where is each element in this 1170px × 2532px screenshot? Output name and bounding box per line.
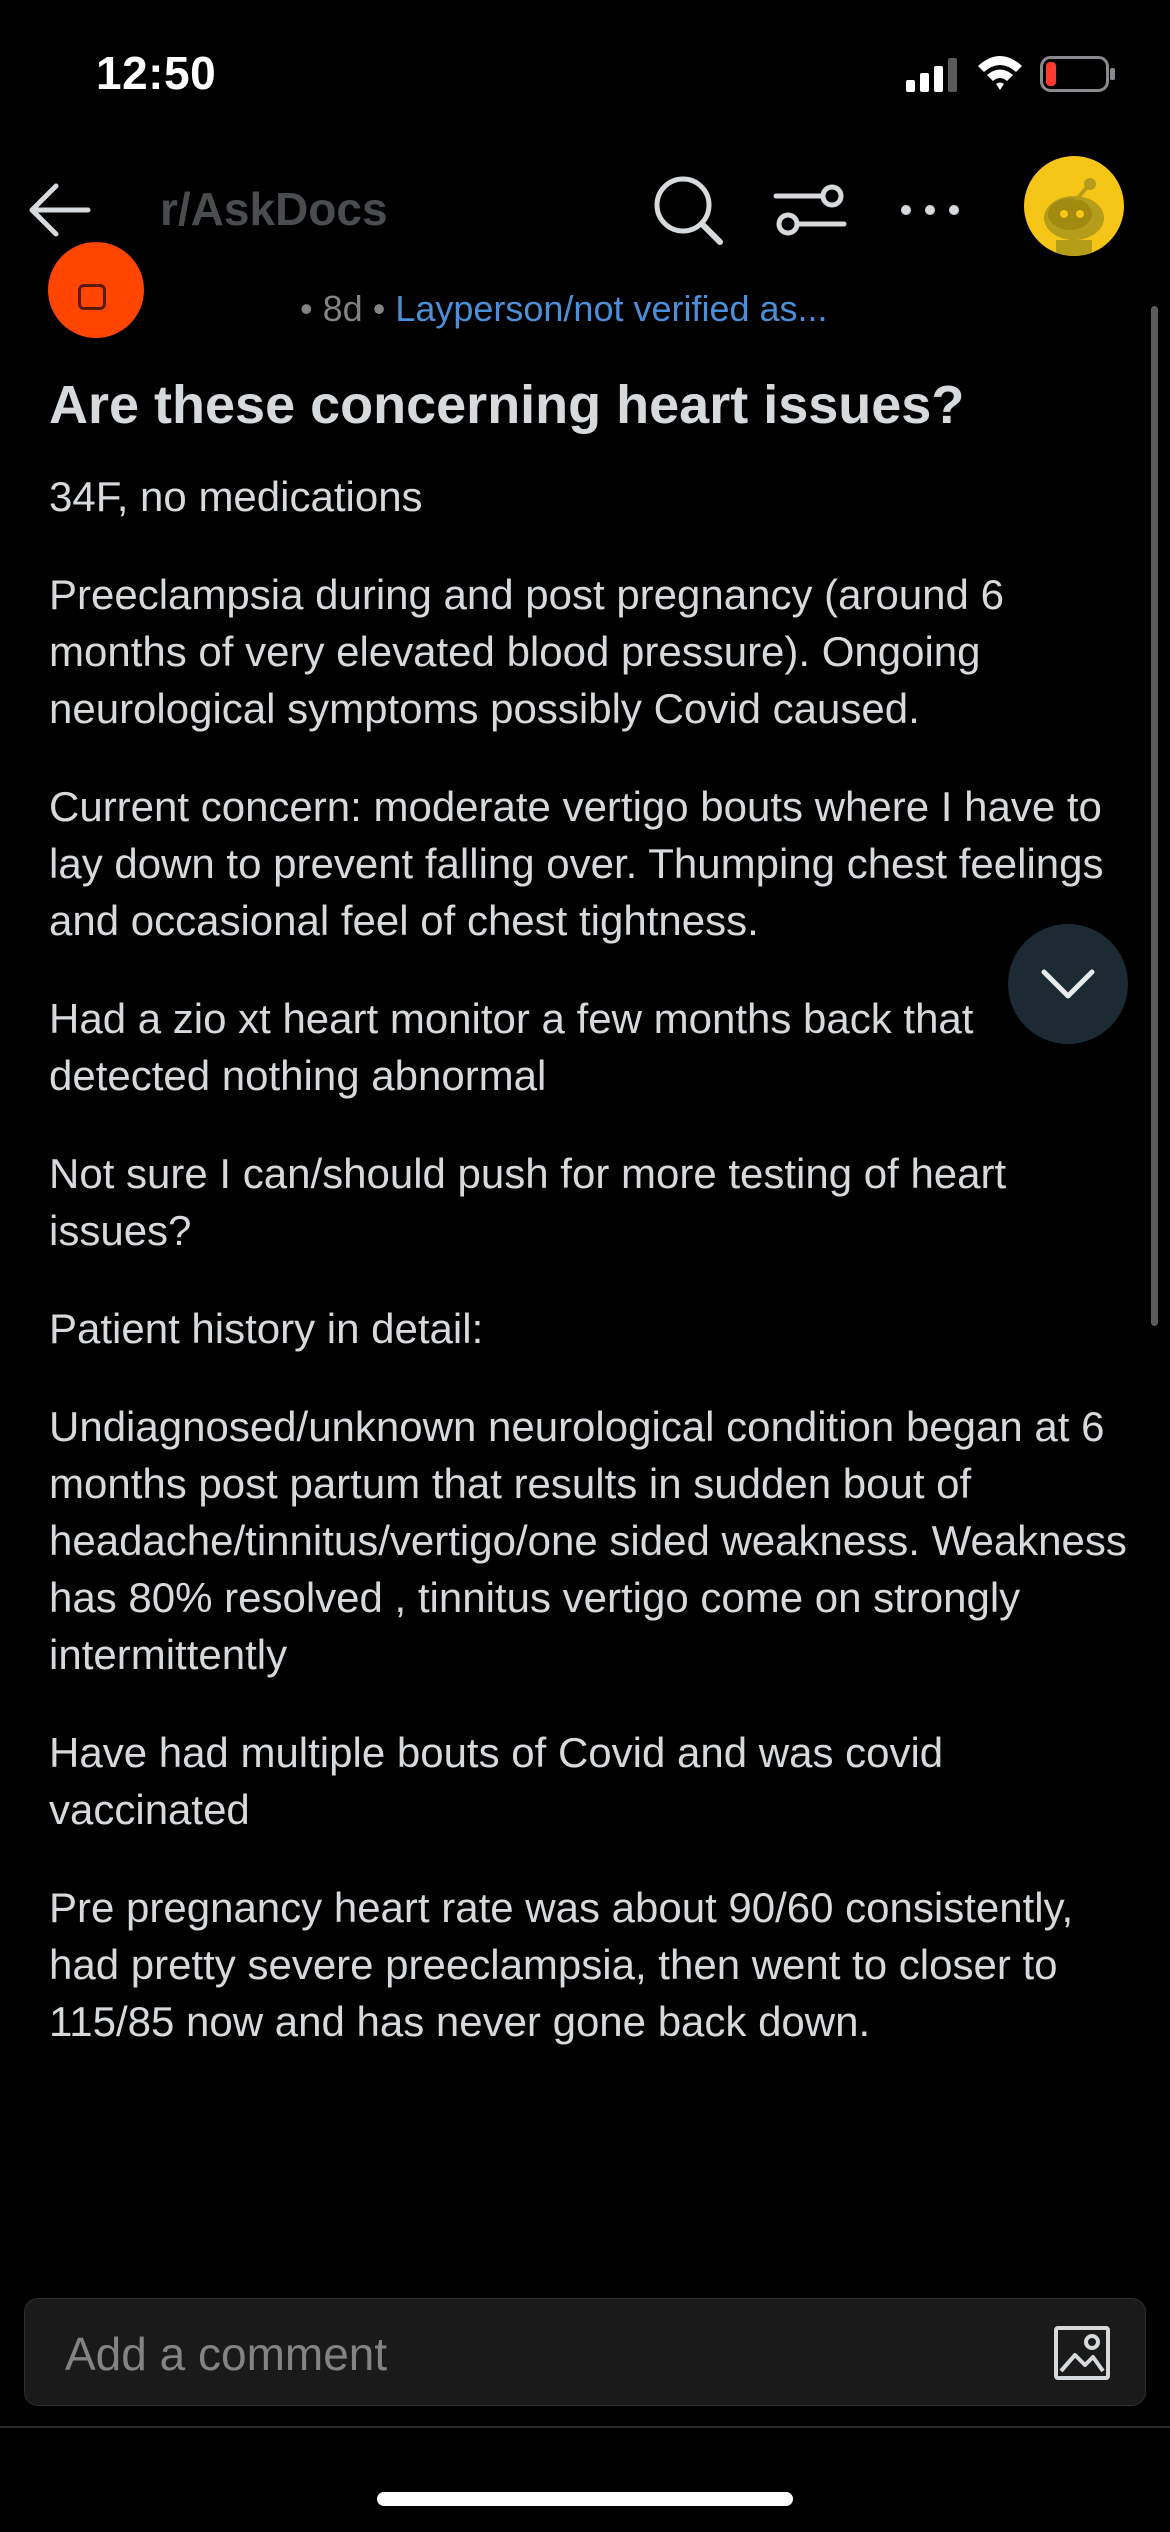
meta-separator: •: [372, 288, 386, 329]
post-paragraph: Undiagnosed/unknown neurological condition began at 6 months post partum that results in sudden bout of headache/tinnitus/vertigo/one sided weakness. Weakness has 80% resolved , tinnitus vertigo come on strongly intermittently: [49, 1403, 1127, 1678]
post-paragraph: Had a zio xt heart monitor a few months back that detected nothing abnormal: [49, 995, 974, 1099]
avatar[interactable]: [1024, 156, 1124, 256]
subreddit-icon[interactable]: [48, 242, 144, 338]
more-icon[interactable]: [890, 170, 970, 250]
post-paragraph: Current concern: moderate vertigo bouts where I have to lay down to prevent falling over. Thumping chest feelings and occasional feel of chest tightness.: [49, 783, 1104, 944]
home-indicator[interactable]: [377, 2492, 793, 2506]
post-paragraph: Pre pregnancy heart rate was about 90/60 consistently, had pretty severe preeclampsia, then went to closer to 115/85 now and has never gone back down.: [49, 1884, 1074, 2045]
post-content: [49, 372, 1129, 2091]
post-paragraph: 34F, no medications: [49, 473, 423, 520]
subreddit-icon-glyph: [78, 284, 106, 310]
post-paragraph: Preeclampsia during and post pregnancy (around 6 months of very elevated blood pressure). Ongoing neurological symptoms possibly Covid caused.: [49, 571, 1004, 732]
post-meta-line: [300, 288, 828, 330]
post-paragraph: Patient history in detail:: [49, 1305, 484, 1352]
battery-icon: [1040, 56, 1116, 92]
comment-placeholder: Add a comment: [65, 2328, 388, 2380]
post-paragraph: Have had multiple bouts of Covid and was covid vaccinated: [49, 1729, 944, 1833]
post-paragraph: Not sure I can/should push for more testing of heart issues?: [49, 1150, 1007, 1254]
post-title: Are these concerning heart issues?: [49, 375, 965, 435]
status-time: 12:50: [96, 47, 217, 99]
search-icon[interactable]: [648, 170, 728, 250]
scrollbar[interactable]: [1151, 306, 1158, 1326]
post-age: 8d: [322, 288, 363, 329]
snoo-avatar-icon: [1024, 156, 1124, 256]
cellular-signal-icon: [906, 58, 958, 92]
subreddit-title[interactable]: r/AskDocs: [160, 183, 388, 235]
comment-bar: [0, 2278, 1170, 2428]
filter-icon[interactable]: [770, 170, 850, 250]
wifi-icon: [976, 54, 1024, 92]
comment-input[interactable]: [24, 2298, 1146, 2406]
status-bar: [0, 0, 1170, 150]
meta-separator: •: [300, 288, 313, 329]
jump-to-comments-button[interactable]: [1008, 924, 1128, 1044]
user-flair[interactable]: Layperson/not verified as...: [395, 288, 828, 329]
back-arrow-icon[interactable]: [22, 172, 98, 248]
image-icon[interactable]: [1053, 2325, 1111, 2381]
chevron-down-icon: [1038, 960, 1098, 1008]
app-header: [0, 150, 1170, 270]
post-meta: [0, 262, 1170, 342]
